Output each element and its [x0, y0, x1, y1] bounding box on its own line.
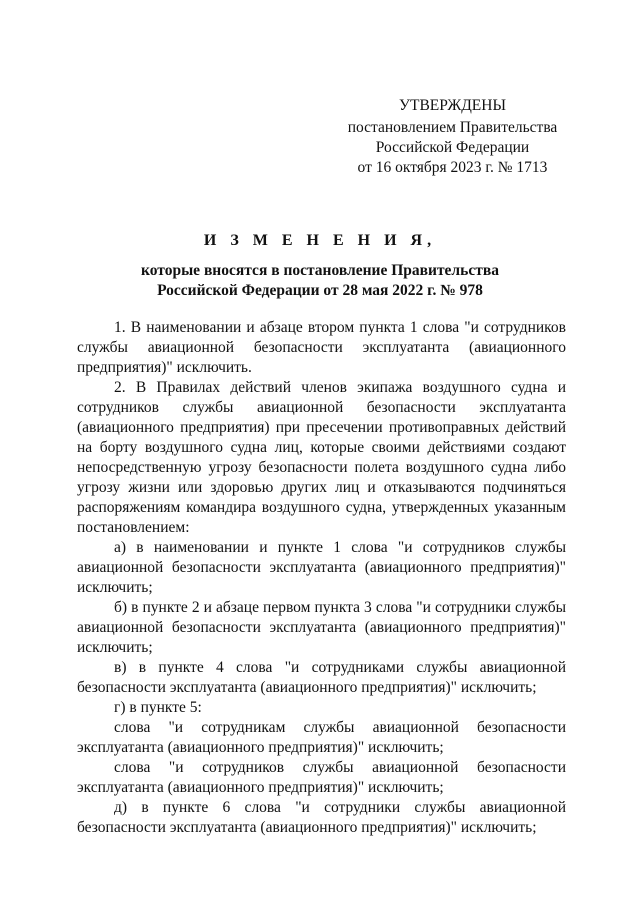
paragraph-2a: а) в наименовании и пункте 1 слова "и сотрудников службы авиационной безопасности эксплуатанта (авиационного предприятия)" исключить;	[77, 539, 566, 596]
paragraph-2d: д) в пункте 6 слова "и сотрудники службы авиационной безопасности эксплуатанта (авиационного предприятия)" исключить;	[77, 799, 566, 836]
paragraph-2: 2. В Правилах действий членов экипажа воздушного судна и сотрудников службы авиационной безопасности эксплуатанта (авиационного предприятия) при пресечении противоправных действий на борту воздушного судна лиц, которые своими действиями создают непосредственную угрозу безопасности полета воздушного судна либо угрозу жизни или здоровью других лиц и отказываются подчиняться распоряжениям командира воздушного судна, утвержденных указанным постановлением:	[77, 379, 566, 536]
approval-line-3: от 16 октября 2023 г. № 1713	[357, 159, 548, 176]
paragraph-2g-item-2: слова "и сотрудников службы авиационной безопасности эксплуатанта (авиационного предприятия)" исключить;	[77, 759, 566, 796]
document-title-block	[60, 231, 580, 301]
approved-label: УТВЕРЖДЕНЫ	[399, 97, 506, 114]
approval-line-1: постановлением Правительства	[347, 119, 558, 136]
document-body	[77, 318, 566, 838]
paragraph-2v: в) в пункте 4 слова "и сотрудниками службы авиационной безопасности эксплуатанта (авиационного предприятия)" исключить;	[77, 659, 566, 696]
paragraph-1: 1. В наименовании и абзаце втором пункта 1 слова "и сотрудников службы авиационной безопасности эксплуатанта (авиационного предприятия)" исключить.	[77, 319, 566, 376]
approval-stamp-block	[345, 96, 560, 178]
paragraph-2b: б) в пункте 2 и абзаце первом пункта 3 слова "и сотрудники службы авиационной безопасности эксплуатанта (авиационного предприятия)" исключить;	[77, 599, 566, 656]
paragraph-2g: г) в пункте 5:	[114, 699, 202, 716]
paragraph-2g-item-1: слова "и сотрудникам службы авиационной безопасности эксплуатанта (авиационного предприятия)" исключить;	[77, 719, 566, 756]
document-subtitle-line-1: которые вносятся в постановление Правительства	[141, 262, 499, 279]
document-subtitle-line-2: Российской Федерации от 28 мая 2022 г. № 978	[157, 282, 483, 299]
approval-line-2: Российской Федерации	[375, 139, 530, 156]
document-heading: И З М Е Н Е Н И Я,	[203, 232, 437, 249]
